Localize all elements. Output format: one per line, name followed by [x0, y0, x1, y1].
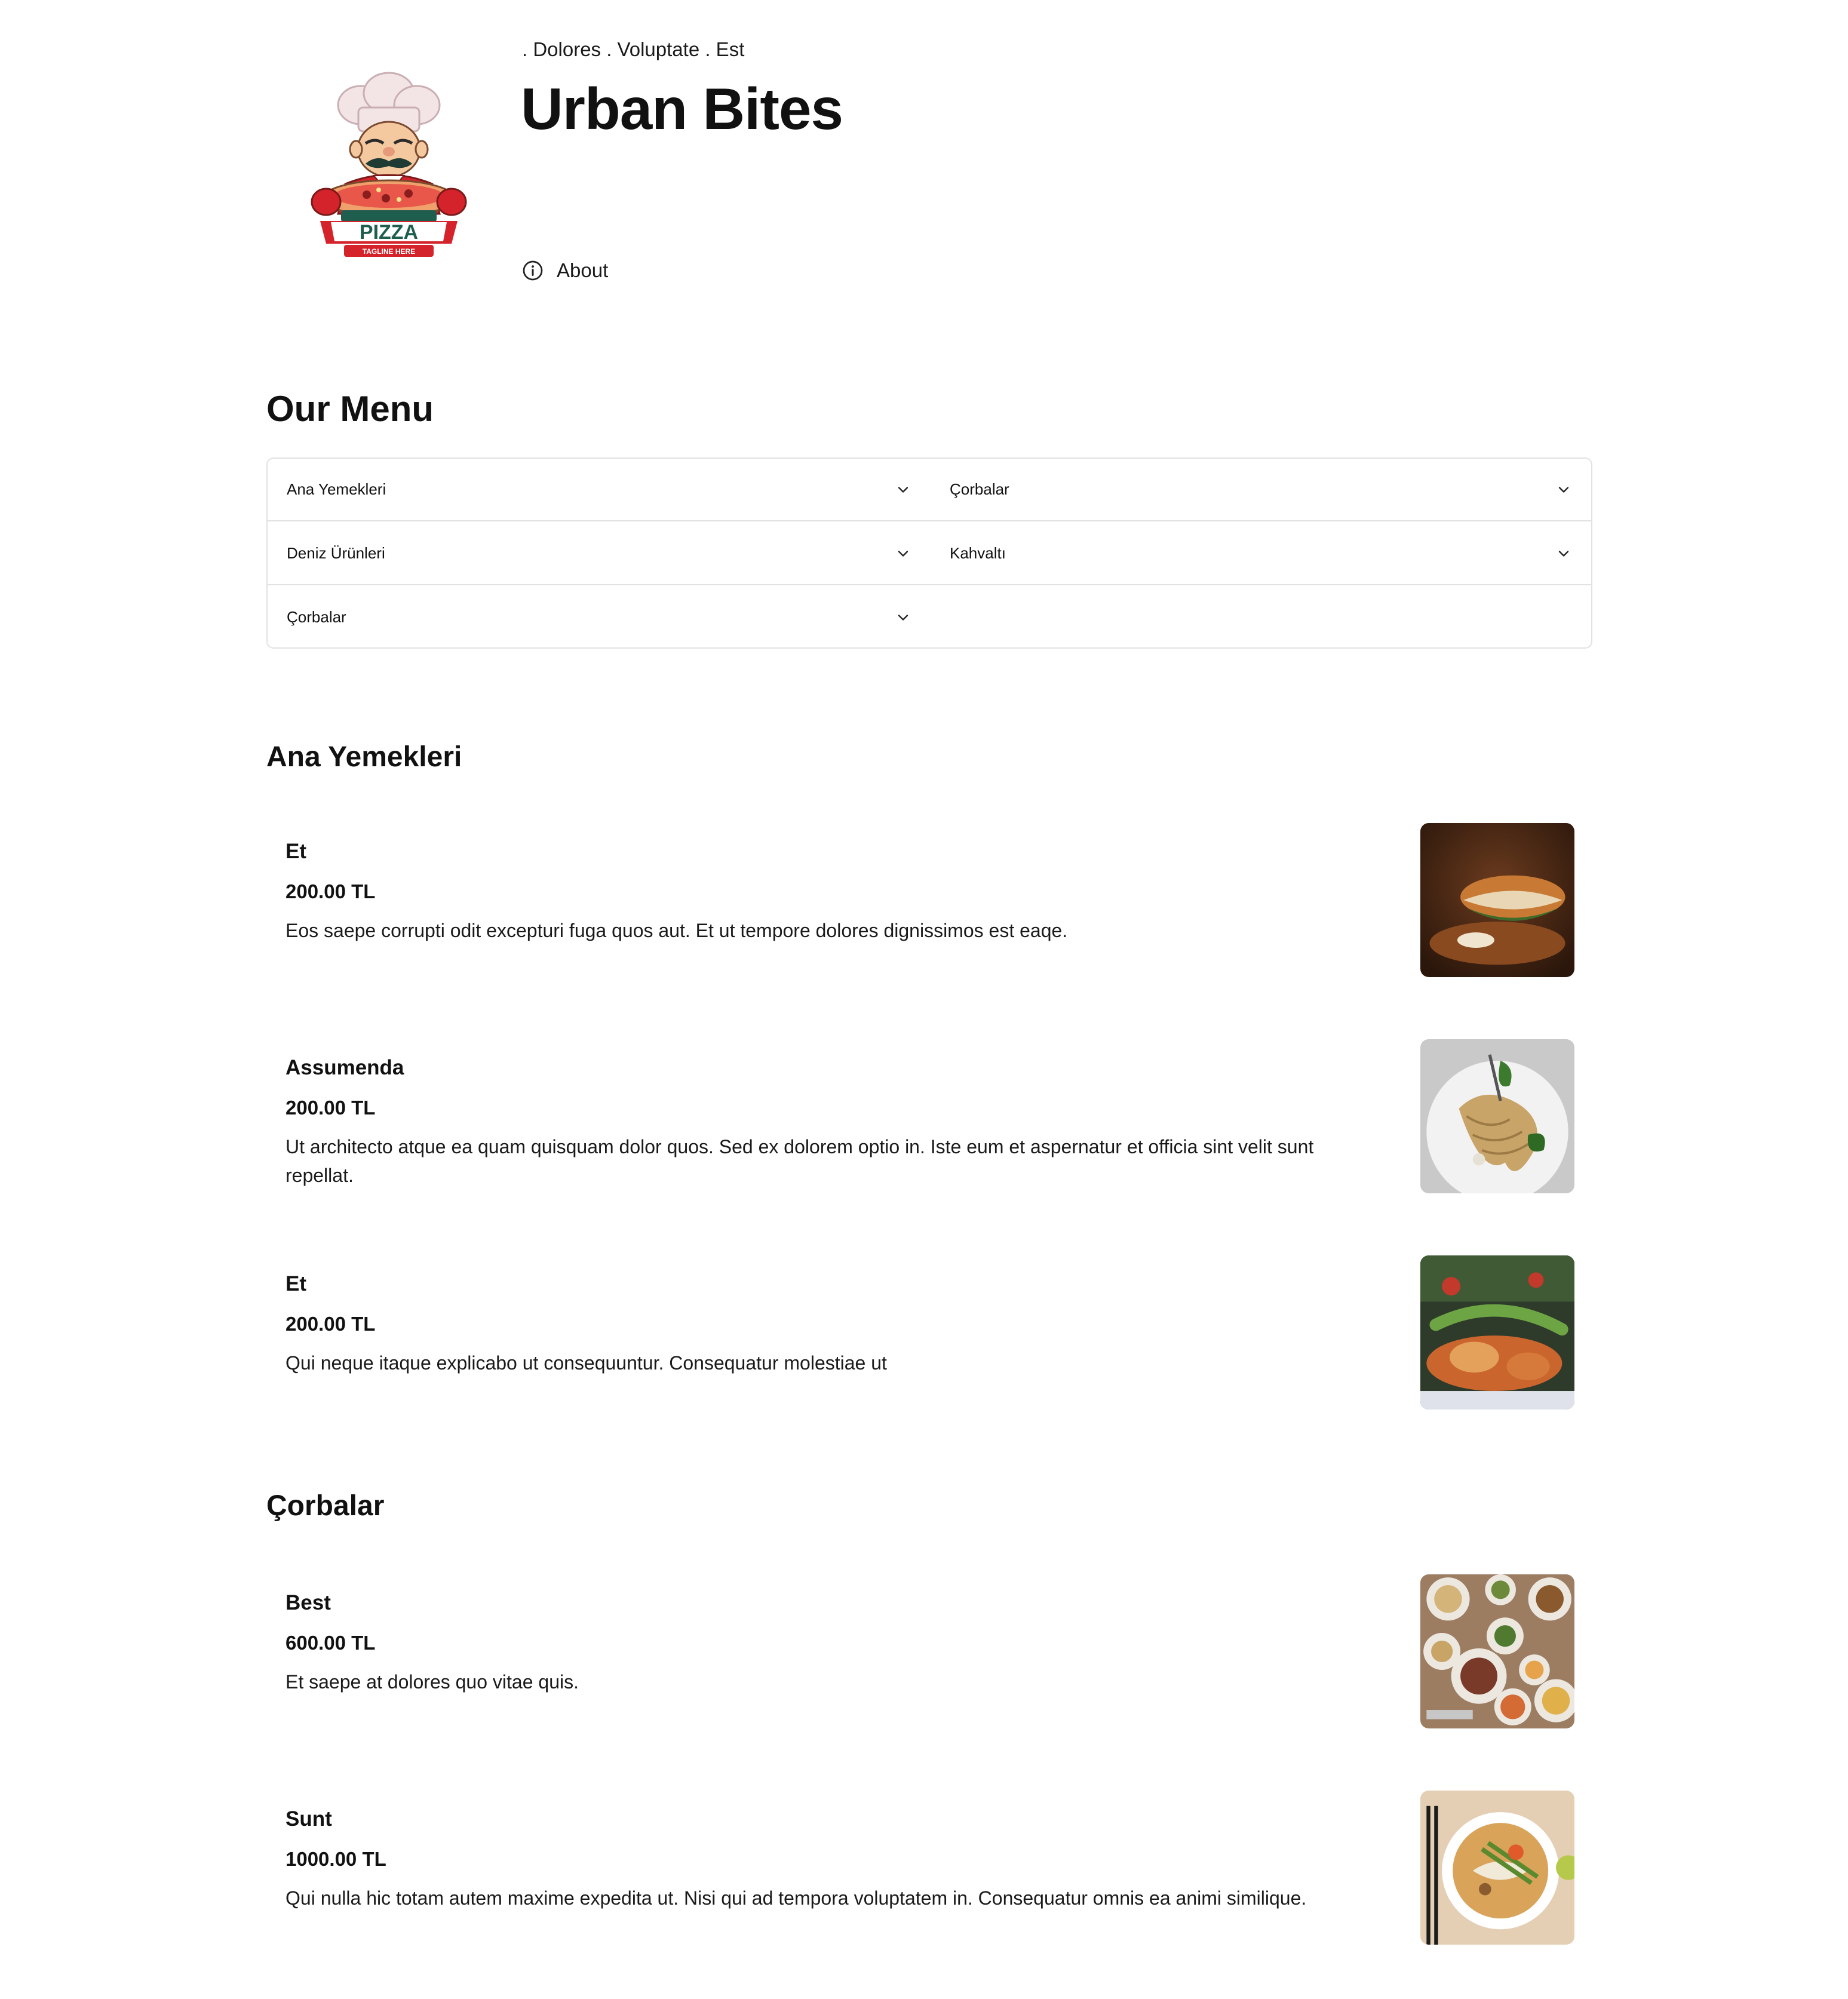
category-toggle-ana-yemekleri[interactable] — [268, 459, 931, 521]
item-description: Eos saepe corrupti odit excepturi fuga quos aut. Et ut tempore dolores dignissimos est eaqe. — [286, 920, 1068, 941]
menu-item[interactable] — [266, 840, 1592, 994]
about-link[interactable] — [522, 259, 608, 282]
category-label: Deniz Ürünleri — [287, 544, 385, 562]
chevron-down-icon — [895, 545, 911, 562]
noodle-soup-photo — [1420, 1791, 1574, 1945]
info-icon — [522, 260, 544, 281]
category-heading: Ana Yemekleri — [266, 741, 462, 773]
item-price: 1000.00 TL — [286, 1848, 386, 1870]
item-price: 200.00 TL — [286, 1097, 376, 1119]
menu-item[interactable] — [266, 1591, 1592, 1745]
menu-item[interactable] — [266, 1272, 1592, 1426]
chevron-down-icon — [1555, 545, 1572, 562]
category-toggle-kahvalti[interactable] — [931, 523, 1591, 585]
pizza-chef-logo — [308, 70, 469, 262]
category-label: Çorbalar — [950, 480, 1009, 498]
svg-text:PIZZA: PIZZA — [359, 221, 419, 244]
category-label: Ana Yemekleri — [287, 480, 386, 498]
mezze-platter-photo — [1420, 1574, 1574, 1728]
about-label: About — [557, 259, 609, 281]
item-price: 200.00 TL — [286, 880, 376, 902]
item-description: Ut architecto atque ea quam quisquam dolor quos. Sed ex dolorem optio in. Iste eum et aspernatur et officia sint velit sunt repellat. — [286, 1136, 1314, 1186]
item-name: Assumenda — [286, 1056, 404, 1079]
category-label: Çorbalar — [287, 608, 346, 626]
sandwich-photo — [1420, 823, 1574, 977]
menu-item[interactable] — [266, 1807, 1592, 1961]
item-name: Best — [286, 1591, 331, 1614]
item-description: Et saepe at dolores quo vitae quis. — [286, 1671, 579, 1693]
item-description: Qui nulla hic totam autem maxime expedita ut. Nisi qui ad tempora voluptatem in. Consequatur omnis ea animi similique. — [286, 1887, 1307, 1909]
item-name: Et — [286, 840, 306, 863]
item-description: Qui neque itaque explicabo ut consequuntur. Consequatur molestiae ut — [286, 1352, 887, 1374]
chevron-down-icon — [895, 609, 911, 626]
category-toggle-deniz-urunleri[interactable] — [268, 523, 931, 585]
svg-text:TAGLINE HERE: TAGLINE HERE — [362, 247, 416, 256]
restaurant-name: Urban Bites — [521, 76, 843, 142]
restaurant-tagline: . Dolores . Voluptate . Est — [522, 38, 745, 60]
item-price: 600.00 TL — [286, 1632, 376, 1654]
category-toggle-corbalar-2[interactable] — [268, 587, 931, 649]
category-heading: Çorbalar — [266, 1490, 385, 1522]
menu-item[interactable] — [266, 1056, 1592, 1210]
category-label: Kahvaltı — [950, 544, 1006, 562]
category-accordion — [266, 457, 1592, 649]
grilled-fish-photo — [1420, 1255, 1574, 1410]
item-name: Sunt — [286, 1807, 332, 1831]
chevron-down-icon — [895, 481, 911, 498]
item-name: Et — [286, 1272, 306, 1295]
category-toggle-corbalar[interactable] — [931, 459, 1591, 521]
menu-title: Our Menu — [266, 389, 434, 429]
item-price: 200.00 TL — [286, 1313, 376, 1335]
chevron-down-icon — [1555, 481, 1572, 498]
pasta-photo — [1420, 1039, 1574, 1193]
